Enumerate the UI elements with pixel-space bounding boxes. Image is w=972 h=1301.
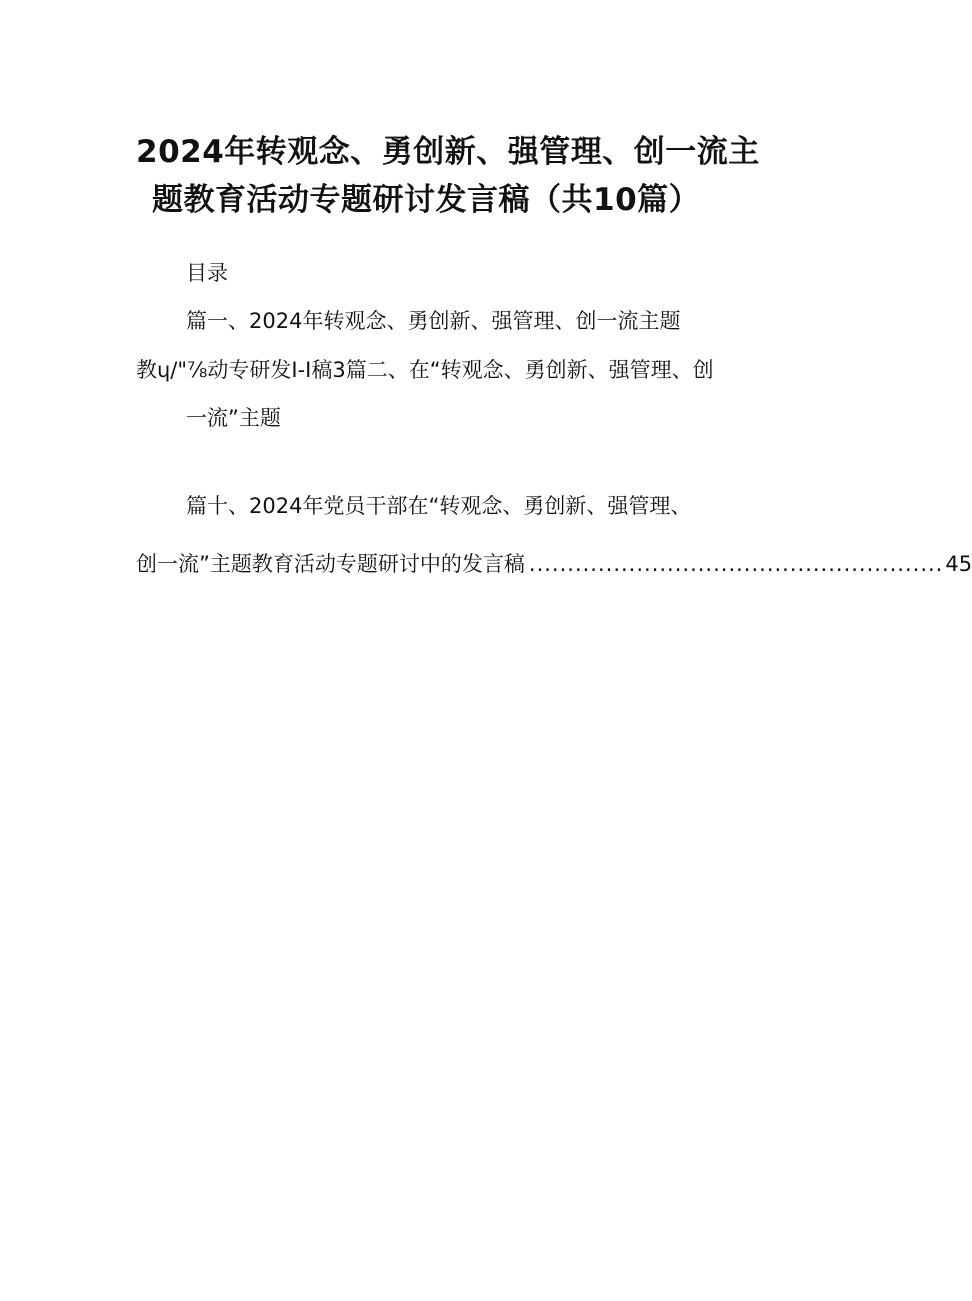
toc-heading: 目录 <box>186 261 228 285</box>
toc-entry-1-line-1[interactable]: 篇一、2024年转观念、勇创新、强管理、创一流主题 <box>186 309 681 333</box>
title-line-1: 2024年转观念、勇创新、强管理、创一流主 <box>136 134 760 170</box>
toc-entry-2-line-2: 创一流”主题教育活动专题研讨中的发言稿 <box>136 552 525 576</box>
toc-entry-2-line-1[interactable]: 篇十、2024年党员干部在“转观念、勇创新、强管理、 <box>186 494 692 518</box>
toc-page-number: 45 <box>945 552 972 576</box>
document-title <box>136 128 796 224</box>
toc-entry-1-line-3[interactable]: 一流”主题 <box>186 406 281 430</box>
toc-entry-1-line-2[interactable]: 教ɥ/"⅞动专研发I-I稿3篇二、在“转观念、勇创新、强管理、创 <box>136 358 714 382</box>
toc-leader-dots: ...................................................... <box>528 552 944 576</box>
toc-entry-2-line-2-row[interactable] <box>136 548 972 580</box>
title-line-2: 题教育活动专题研讨发言稿（共10篇） <box>152 182 701 218</box>
